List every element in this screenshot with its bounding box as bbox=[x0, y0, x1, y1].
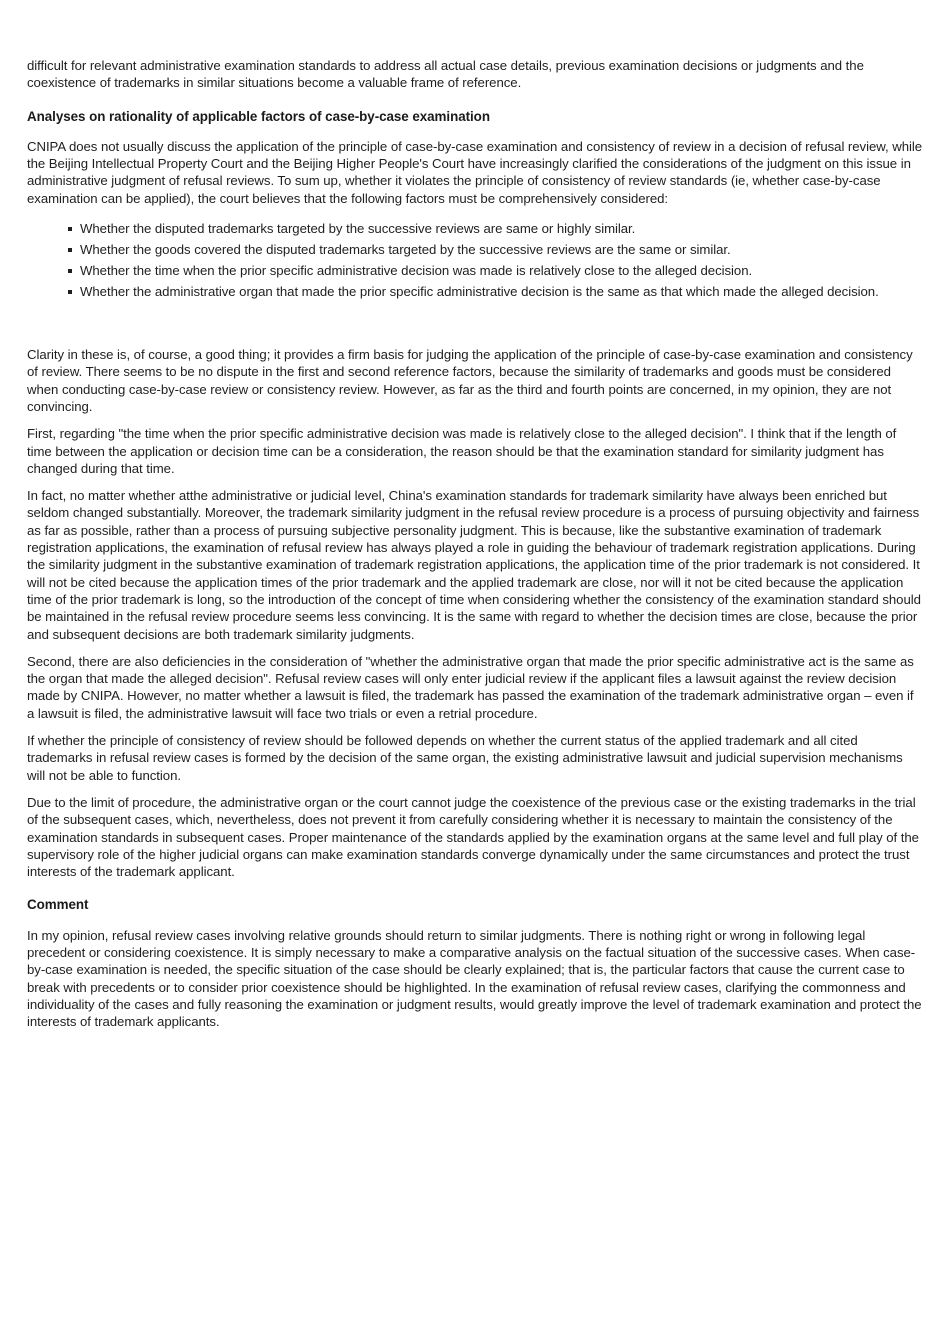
analysis-lead-paragraph: CNIPA does not usually discuss the application of the principle of case-by-case examination and consistency of review in a decision of refusal review, while the Beijing Intellectual Property Court and the Beijing Higher People's Court have increasingly clarified the considerations of the judgment on this issue in administrative judgment of refusal reviews. To sum up, whether it violates the principle of consistency of review standards (ie, whether case-by-case examination can be applied), the court believes that the following factors must be comprehensively considered: bbox=[27, 138, 923, 206]
bullet-square-icon bbox=[68, 269, 72, 273]
paragraph: In my opinion, refusal review cases involving relative grounds should return to similar judgments. There is nothing right or wrong in following legal precedent or considering coexistence. It is simply necessary to make a comparative analysis on the factual situation of the successive cases. When case-by-case examination is needed, the specific situation of the case should be clearly explained; that is, the particular factors that cause the current case to break with precedents or to consider prior coexistence should be highlighted. In the examination of refusal review cases, clarifying the commonness and individuality of the cases and fully reasoning the examination or judgment results, would greatly improve the level of trademark examination and protect the interests of trademark applicants. bbox=[27, 927, 922, 1030]
list-item bbox=[80, 260, 924, 281]
bullet-square-icon bbox=[68, 290, 72, 294]
paragraph: Clarity in these is, of course, a good thing; it provides a firm basis for judging the application of the principle of case-by-case examination and consistency of review. There seems to be no dispute in the first and second reference factors, because the similarity of trademarks and goods must be considered when conducting case-by-case review or consistency review. However, as far as the third and fourth points are concerned, in my opinion, they are not convincing. bbox=[27, 347, 913, 414]
list-item-text: Whether the goods covered the disputed trademarks targeted by the successive reviews are the same or similar. bbox=[80, 242, 731, 258]
list-item-text: Whether the time when the prior specific administrative decision was made is relatively close to the alleged decision. bbox=[80, 263, 753, 279]
list-item bbox=[80, 239, 924, 260]
bullet-square-icon bbox=[68, 227, 72, 231]
bullet-square-icon bbox=[68, 248, 72, 252]
list-item bbox=[80, 218, 924, 239]
list-item-text: Whether the disputed trademarks targeted by the successive reviews are same or highly similar. bbox=[80, 221, 636, 237]
paragraph: If whether the principle of consistency of review should be followed depends on whether the current status of the applied trademark and all cited trademarks in refusal review cases is formed by the decision of the same organ, the existing administrative lawsuit and judicial supervision mechanisms will not be able to function. bbox=[27, 733, 903, 783]
factors-list bbox=[27, 218, 924, 302]
section-heading-analyses: Analyses on rationality of applicable factors of case-by-case examination bbox=[27, 108, 490, 124]
paragraph: Due to the limit of procedure, the administrative organ or the court cannot judge the coexistence of the previous case or the existing trademarks in the trial of the subsequent cases, which, nevertheless, does not prevent it from carefully considering whether it is necessary to maintain the consistency of the examination standards in subsequent cases. Proper maintenance of the standards applied by the examination organs at the same level and full play of the supervisory role of the higher judicial organs can make examination standards converge dynamically under the same circumstances and protect the trust interests of the trademark applicant. bbox=[27, 794, 919, 880]
paragraph: Second, there are also deficiencies in the consideration of "whether the administrative organ that made the prior specific administrative act is the same as the organ that made the alleged decision". Refusal review cases will only enter judicial review if the applicant files a lawsuit against the review decision made by CNIPA. However, no matter whether a lawsuit is filed, the trademark has passed the examination of the trademark administrative organ – even if a lawsuit is filed, the administrative lawsuit will face two trials or even a retrial procedure. bbox=[27, 653, 914, 721]
list-item bbox=[80, 281, 924, 302]
list-item-text: Whether the administrative organ that made the prior specific administrative decision is the same as that which made the alleged decision. bbox=[80, 284, 879, 300]
section-heading-comment: Comment bbox=[27, 897, 89, 913]
paragraph: First, regarding "the time when the prior specific administrative decision was made is relatively close to the alleged decision". I think that if the length of time between the application or decision time can be a consideration, the reason should be that the examination standard for similarity judgment has changed during that time. bbox=[27, 426, 897, 476]
paragraph: In fact, no matter whether atthe administrative or judicial level, China's examination standards for trademark similarity have always been enriched but seldom changed substantially. Moreover, the trademark similarity judgment in the refusal review procedure is a process of pursuing objectivity and fairness as far as possible, rather than a process of pursuing subjective personality judgment. This is because, like the substantive examination of trademark registration applications, the examination of refusal review has always played a role in guiding the behaviour of trademark registration applications. During the similarity judgment in the substantive examination of trademark registration applications, the application time of the prior trademark is not considered. It will not be cited because the application times of the prior trademark and the applied trademark are close, nor will it not be cited because the application time of the prior trademark is long, so the introduction of the concept of time when considering whether the consistency of the examination standard should be maintained in the refusal review procedure seems less convincing. It is the same with regard to whether the decision times are close, because the prior and subsequent decisions are both trademark similarity judgments. bbox=[27, 488, 921, 642]
continuation-paragraph: difficult for relevant administrative examination standards to address all actual case details, previous examination decisions or judgments and the coexistence of trademarks in similar situations become a valuable frame of reference. bbox=[27, 58, 864, 91]
